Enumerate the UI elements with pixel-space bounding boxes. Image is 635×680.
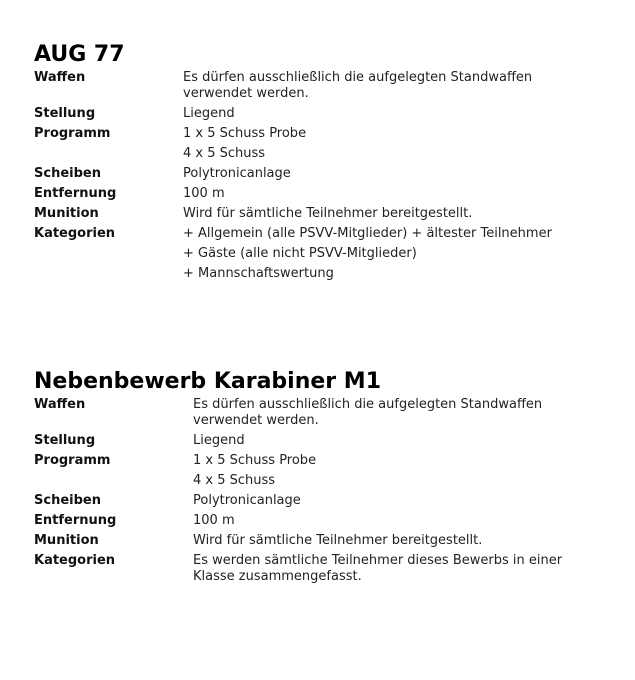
value-programm: [193, 453, 573, 493]
row-kategorien: [34, 226, 563, 286]
value-munition: Wird für sämtliche Teilnehmer bereitgestellt.: [183, 206, 473, 221]
row-kategorien: [34, 553, 573, 589]
row-entfernung: [34, 186, 563, 206]
value-entfernung: 100 m: [193, 513, 235, 528]
row-waffen: [34, 397, 573, 433]
row-munition: [34, 206, 563, 226]
row-entfernung: [34, 513, 573, 533]
value-programm: [183, 126, 563, 166]
details-table: [34, 70, 563, 286]
value-scheiben: Polytronicanlage: [183, 166, 291, 181]
label-waffen: Waffen: [34, 70, 86, 85]
value-entfernung: 100 m: [183, 186, 225, 201]
value-text: Es dürfen ausschließlich die aufgelegten Standwaffen verwendet werden.: [183, 70, 533, 101]
value-line: 1 x 5 Schuss Probe: [193, 453, 317, 468]
section-title: AUG 77: [34, 42, 125, 67]
row-programm: [34, 126, 563, 166]
value-stellung: Liegend: [183, 106, 235, 121]
section-nebenbewerb-karabiner-m1: [34, 369, 573, 589]
value-stellung: Liegend: [193, 433, 245, 448]
label-kategorien: Kategorien: [34, 226, 116, 241]
value-scheiben: Polytronicanlage: [193, 493, 301, 508]
label-entfernung: Entfernung: [34, 513, 117, 528]
row-stellung: [34, 106, 563, 126]
label-scheiben: Scheiben: [34, 166, 101, 181]
details-table: [34, 397, 573, 589]
section-aug-77: [34, 42, 563, 286]
value-waffen: [183, 70, 563, 106]
value-line: + Gäste (alle nicht PSVV-Mitglieder): [183, 246, 417, 261]
label-kategorien: Kategorien: [34, 553, 116, 568]
label-waffen: Waffen: [34, 397, 86, 412]
value-line: 4 x 5 Schuss: [183, 146, 266, 161]
row-munition: [34, 533, 573, 553]
label-stellung: Stellung: [34, 433, 96, 448]
value-kategorien: Es werden sämtliche Teilnehmer dieses Bewerbs in einer Klasse zusammengefasst.: [193, 553, 563, 584]
label-programm: Programm: [34, 126, 111, 141]
value-line: + Allgemein (alle PSVV-Mitglieder) + ältester Teilnehmer: [183, 226, 552, 241]
value-waffen: [193, 397, 573, 433]
label-programm: Programm: [34, 453, 111, 468]
label-stellung: Stellung: [34, 106, 96, 121]
row-waffen: [34, 70, 563, 106]
value-line: + Mannschaftswertung: [183, 266, 334, 281]
section-title: Nebenbewerb Karabiner M1: [34, 369, 382, 394]
value-kategorien: [183, 226, 563, 286]
row-scheiben: [34, 166, 563, 186]
value-line: 4 x 5 Schuss: [193, 473, 276, 488]
label-entfernung: Entfernung: [34, 186, 117, 201]
label-munition: Munition: [34, 533, 99, 548]
row-programm: [34, 453, 573, 493]
label-scheiben: Scheiben: [34, 493, 101, 508]
value-text: Es dürfen ausschließlich die aufgelegten Standwaffen verwendet werden.: [193, 397, 543, 428]
row-stellung: [34, 433, 573, 453]
label-munition: Munition: [34, 206, 99, 221]
value-munition: Wird für sämtliche Teilnehmer bereitgestellt.: [193, 533, 483, 548]
value-line: 1 x 5 Schuss Probe: [183, 126, 307, 141]
row-scheiben: [34, 493, 573, 513]
